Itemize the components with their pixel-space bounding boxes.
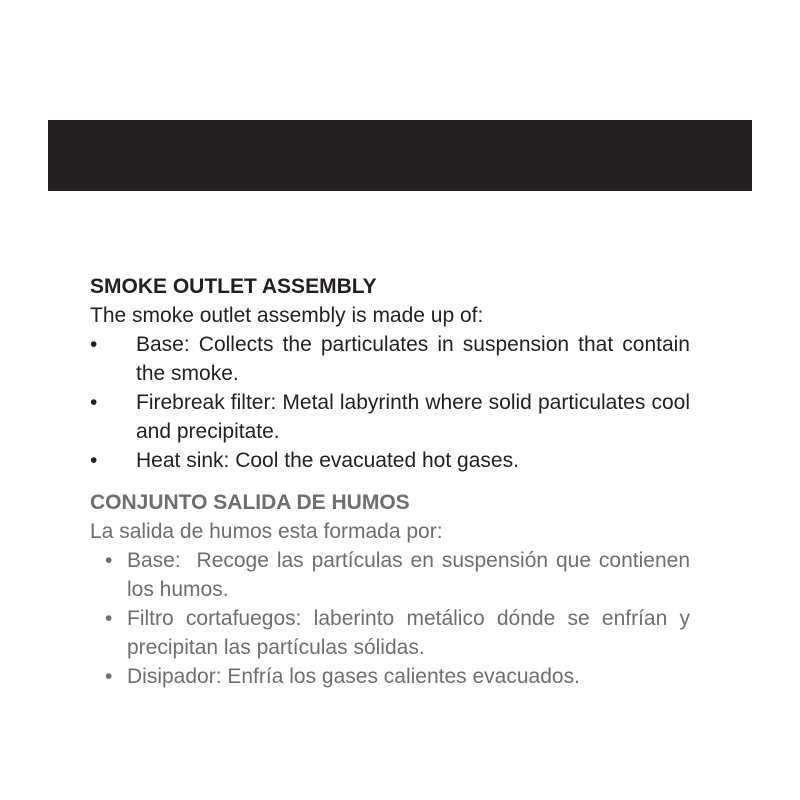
list-item-text: Firebreak filter: Metal labyrinth where solid particulates cool and precipitate.	[136, 391, 690, 443]
spanish-section-title: CONJUNTO SALIDA DE HUMOS	[90, 491, 410, 514]
english-component-list	[90, 330, 690, 475]
bullet-icon: •	[105, 607, 113, 630]
list-item	[90, 388, 690, 446]
bullet-icon: •	[90, 449, 98, 472]
document-body	[90, 273, 696, 691]
list-item-text: Heat sink: Cool the evacuated hot gases.	[136, 449, 519, 472]
english-section-title: SMOKE OUTLET ASSEMBLY	[90, 275, 377, 298]
list-item-text: Filtro cortafuegos: laberinto metálico dónde se enfrían y precipitan las partículas sólidas.	[127, 607, 690, 659]
english-intro: The smoke outlet assembly is made up of:	[90, 304, 484, 327]
spanish-intro: La salida de humos esta formada por:	[90, 520, 443, 543]
list-item-text: Base: Collects the particulates in suspension that contain the smoke.	[136, 333, 690, 385]
list-item	[90, 604, 690, 662]
bullet-icon: •	[105, 549, 113, 572]
header-bar	[48, 120, 752, 191]
list-item-text: Disipador: Enfría los gases calientes evacuados.	[127, 665, 580, 688]
list-item	[90, 662, 690, 691]
spanish-component-list	[90, 546, 696, 691]
list-item	[90, 330, 690, 388]
bullet-icon: •	[90, 391, 98, 414]
list-item-text: Base: Recoge las partículas en suspensión que contienen los humos.	[127, 549, 696, 601]
bullet-icon: •	[90, 333, 98, 356]
list-item	[90, 446, 690, 475]
bullet-icon: •	[105, 665, 113, 688]
list-item	[90, 546, 696, 604]
